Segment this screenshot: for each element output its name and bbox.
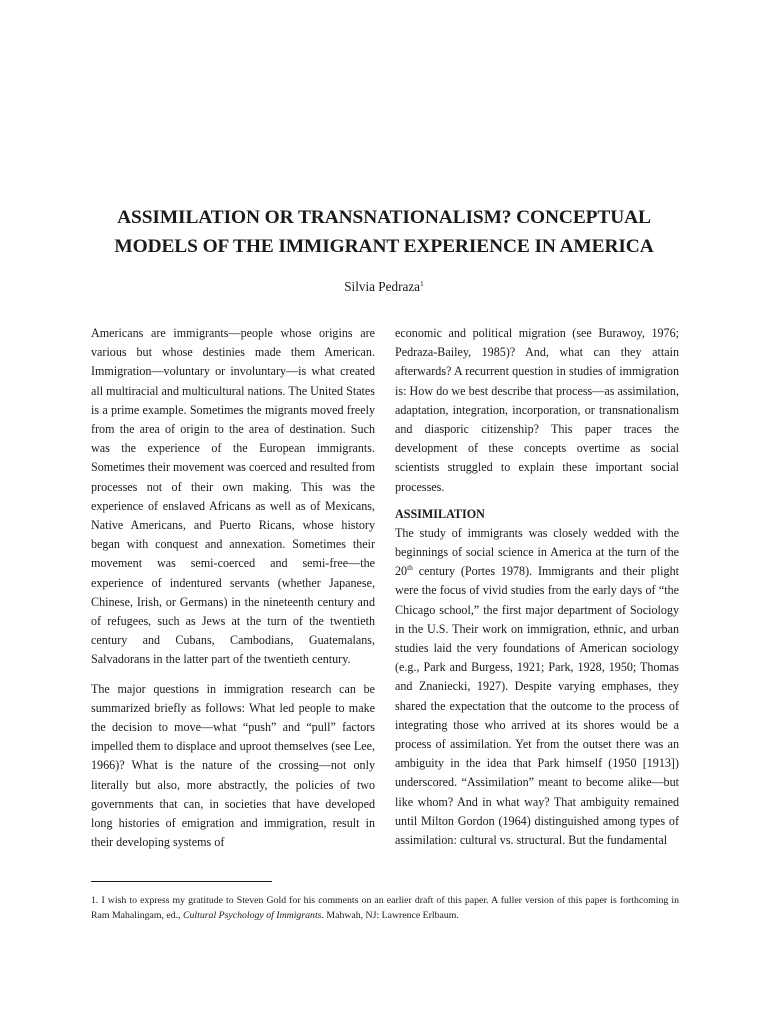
footnote-publisher: . Mahwah, NJ: Lawrence Erlbaum. (321, 910, 459, 921)
author-name: Silvia Pedraza (344, 279, 421, 294)
ordinal-suffix: th (407, 563, 413, 573)
assimilation-text-start: The study of immigrants was closely wedded with the beginnings of social science in America at the turn of the 20 (395, 525, 679, 579)
author-line (0, 278, 768, 296)
footnote-book-title: Cultural Psychology of Immigrants (182, 910, 322, 921)
paper-title (60, 203, 708, 261)
footnote-number: 1. (91, 895, 99, 906)
footnote (91, 893, 679, 923)
author-footnote-marker: 1 (420, 279, 424, 288)
left-column (91, 324, 375, 852)
intro-paragraph: Americans are immigrants—people whose origins are various but whose destinies made them American. Immigration—voluntary or involuntary—is what created all multiracial and multicultural nations. The United States is a prime example. Sometimes the migrants moved freely from the area of origin to the area of destination. Such was the experience of the European immigrants. Sometimes their movement was coerced and resulted from processes not of their own making. This was the experience of enslaved Africans as well as of Mexicans, Native Americans, and Puerto Ricans, whose history began with conquest and annexation. Sometimes their movement was semi-coerced and semi-free—the experience of indentured servants (whether Japanese, Chinese, Irish, or Germans) in the nineteenth century and of refugees, such as Jews at the turn of the twentieth century and Cubans, Cambodians, Guatemalans, Salvadorans in the latter part of the twentieth century. (91, 326, 375, 667)
continuation-paragraph: economic and political migration (see Burawoy, 1976; Pedraza-Bailey, 1985)? And, what can they attain afterwards? A recurrent question in studies of immigration is: How do we best describe that process—as assimilation, adaptation, integration, incorporation, or transnationalism and diasporic citizenship? This paper traces the development of these concepts overtime as social scientists struggled to explain these important social processes. (395, 326, 679, 494)
section-heading-assimilation: ASSIMILATION (395, 506, 485, 521)
footnote-text: I wish to express my gratitude to Steven Gold for his comments on an earlier draft of this paper. A fuller version of this paper is forthcoming in Ram Mahalingam, ed., (91, 895, 680, 921)
questions-paragraph: The major questions in immigration research can be summarized briefly as follows: What led people to make the decision to move—what “push” and “pull” factors impelled them to displace and uproot themselves (see Lee, 1966)? What is the nature of the crossing—not only literally but also, more abstractly, the policies of two governments that can, in societies that have developed long histories of emigration and immigration, result in their developing systems of (91, 681, 375, 850)
right-column (395, 324, 679, 850)
assimilation-paragraph (395, 524, 679, 850)
assimilation-text-rest: century (Portes 1978). Immigrants and their plight were the focus of vivid studies from the early days of “the Chicago school,” the first major department of Sociology in the U.S. Their work on immigration, ethnic, and urban studies laid the very foundations of American sociology (e.g., Park and Burgess, 1921; Park, 1928, 1950; Thomas and Znaniecki, 1927). Despite varying emphases, they shared the expectation that the outcome to the process of integrating those who arrived at its shores would be a process of assimilation. Yet from the outset there was an ambiguity in the idea that Park himself (1950 [1913]) underscored. “Assimilation” meant to become alike—but like whom? And in what way? That ambiguity remained until Milton Gordon (1964) distinguished among types of assimilation: cultural vs. structural. But the fundamental (395, 564, 679, 848)
footnote-rule (91, 881, 272, 882)
title-line-2: MODELS OF THE IMMIGRANT EXPERIENCE IN AMERICA (114, 236, 654, 257)
title-line-1: ASSIMILATION OR TRANSNATIONALISM? CONCEPTUAL (117, 207, 651, 228)
